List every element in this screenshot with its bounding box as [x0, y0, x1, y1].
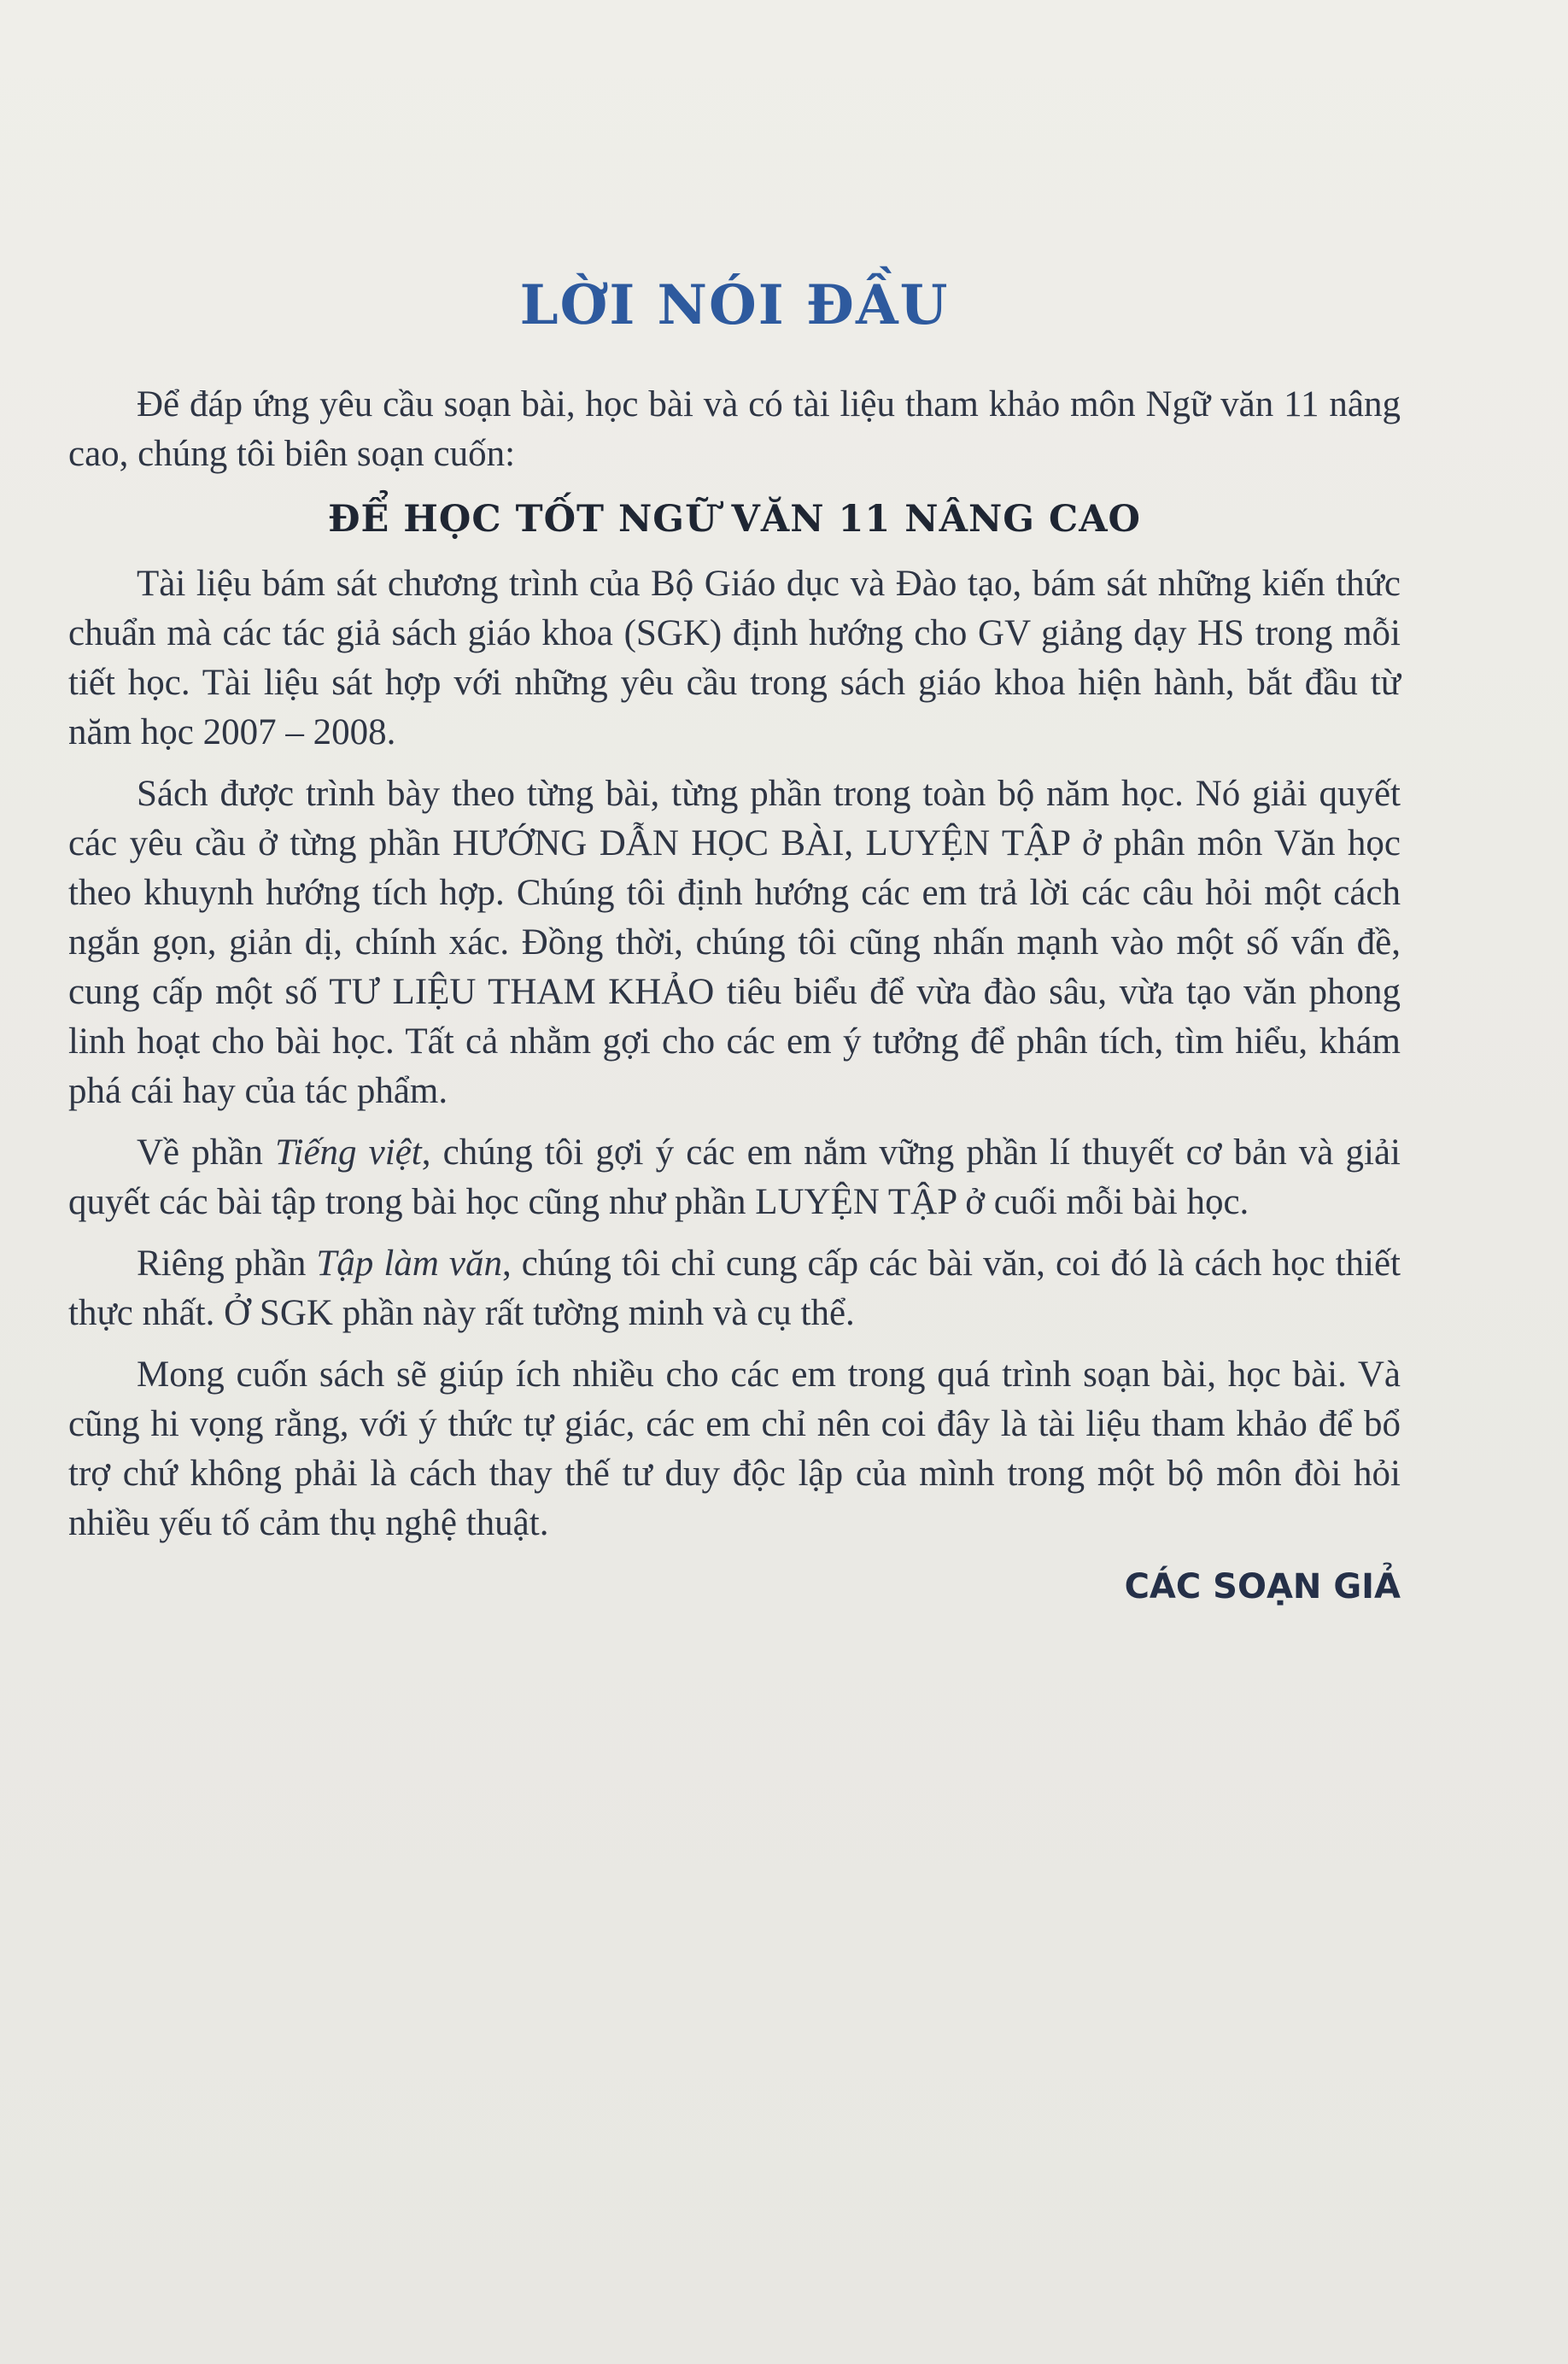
paragraph-4-text-after: , chúng tôi chỉ cung cấp các bài văn, coi đó là cách học thiết thực nhất. Ở SGK phần này rất tường minh và cụ thể. — [68, 1243, 1401, 1333]
signature: CÁC SOẠN GIẢ — [1124, 1567, 1401, 1606]
paragraph-4-italic: Tập làm văn — [316, 1243, 502, 1284]
paragraph-3-italic: Tiếng việt — [274, 1132, 422, 1173]
paragraph-4 — [68, 1239, 1401, 1338]
paragraph-3-text-after: , chúng tôi gợi ý các em nắm vững phần lí thuyết cơ bản và giải quyết các bài tập trong bài học cũng như phần LUYỆN TẬP ở cuối mỗi bài học. — [68, 1132, 1401, 1222]
paragraph-3 — [68, 1128, 1401, 1227]
preface-content — [68, 273, 1401, 1606]
paragraph-5: Mong cuốn sách sẽ giúp ích nhiều cho các em trong quá trình soạn bài, học bài. Và cũng hi vọng rằng, với ý thức tự giác, các em chỉ nên coi đây là tài liệu tham khảo để bổ trợ chứ không phải là cách thay thế tư duy độc lập của mình trong một bộ môn đòi hỏi nhiều yếu tố cảm thụ nghệ thuật. — [68, 1355, 1401, 1543]
paragraph-1: Tài liệu bám sát chương trình của Bộ Giáo dục và Đào tạo, bám sát những kiến thức chuẩn mà các tác giả sách giáo khoa (SGK) định hướng cho GV giảng dạy HS trong mỗi tiết học. Tài liệu sát hợp với những yêu cầu trong sách giáo khoa hiện hành, bắt đầu từ năm học 2007 – 2008. — [68, 564, 1401, 752]
paragraph-2: Sách được trình bày theo từng bài, từng phần trong toàn bộ năm học. Nó giải quyết các yêu cầu ở từng phần HƯỚNG DẪN HỌC BÀI, LUYỆN TẬP ở phân môn Văn học theo khuynh hướng tích hợp. Chúng tôi định hướng các em trả lời các câu hỏi một cách ngắn gọn, giản dị, chính xác. Đồng thời, chúng tôi cũng nhấn mạnh vào một số vấn đề, cung cấp một số TƯ LIỆU THAM KHẢO tiêu biểu để vừa đào sâu, vừa tạo văn phong linh hoạt cho bài học. Tất cả nhằm gợi cho các em ý tưởng để phân tích, tìm hiểu, khám phá cái hay của tác phẩm. — [68, 774, 1401, 1111]
book-title: ĐỂ HỌC TỐT NGỮ VĂN 11 NÂNG CAO — [327, 498, 1142, 541]
paragraph-4-text-before: Riêng phần — [137, 1243, 317, 1284]
intro-paragraph: Để đáp ứng yêu cầu soạn bài, học bài và có tài liệu tham khảo môn Ngữ văn 11 nâng cao, chúng tôi biên soạn cuốn: — [68, 384, 1401, 474]
paragraph-3-text-before: Về phần — [137, 1132, 275, 1173]
page-title: LỜI NÓI ĐẦU — [519, 273, 950, 337]
